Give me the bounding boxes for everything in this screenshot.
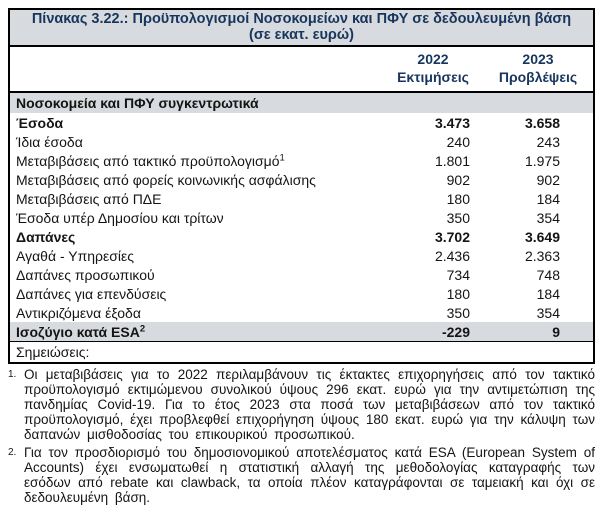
table-row (10, 284, 593, 303)
header-spacer (10, 50, 383, 86)
column-label-2022: Εκτιμήσεις (397, 69, 469, 85)
row-value-2023: 184 (536, 285, 560, 302)
table-row (10, 113, 593, 132)
row-label: Δαπάνες για επενδύσεις (16, 285, 167, 302)
budget-table (8, 8, 595, 364)
table-title-line2: (σε εκατ. ευρώ) (249, 27, 354, 43)
column-header-2023 (483, 50, 593, 86)
row-value-2022: -229 (441, 323, 470, 340)
row-value-2023: 3.658 (524, 114, 560, 131)
row-label: Δαπάνες προσωπικού (16, 266, 155, 283)
column-year-2023: 2023 (522, 51, 554, 67)
table-row (10, 246, 593, 265)
column-header-row (10, 47, 593, 93)
row-label: Ίδια έσοδα (16, 133, 83, 150)
row-label: Μεταβιβάσεις από ΠΔΕ (16, 190, 162, 207)
footnote-marker: 1. (8, 369, 17, 380)
table-row (10, 151, 593, 170)
row-value-2022: 2.436 (434, 247, 470, 264)
row-value-2022: 1.801 (434, 152, 470, 169)
column-header-2022 (383, 50, 483, 86)
row-value-2023: 3.649 (524, 228, 560, 245)
footnote-text: Οι μεταβιβάσεις για το 2022 περιλαμβάνουν τις έκτακτες επιχορηγήσεις από τον τακτικό προϋπολογισμό εκτιμώμενου συνολικού ύψους 296 εκατ. ευρώ για την αντιμετώπιση της πανδημίας Covid-19. Για το έτος 2023 στα ποσά των μεταβιβάσεων από τον τακτικό προϋπολογισμό, έχει προβλεφθεί επιχορήγηση ύψους 180 εκατ. ευρώ για την κάλυψη των δαπανών μισθοδοσίας του επικουρικού προσωπικού. (24, 367, 595, 442)
footnote-item (8, 445, 595, 505)
row-value-2022: 350 (446, 304, 470, 321)
footnotes (8, 364, 595, 505)
row-label: Νοσοκομεία και ΠΦΥ συγκεντρωτικά (16, 95, 259, 111)
row-label: Αγαθά - Υπηρεσίες (16, 247, 134, 264)
row-value-2023: 2.363 (524, 247, 560, 264)
notes-header-label: Σημειώσεις: (16, 344, 90, 360)
row-value-2022: 350 (446, 209, 470, 226)
row-value-2023: 9 (552, 323, 560, 340)
row-value-2023: 243 (536, 133, 560, 150)
row-label: Έσοδα (16, 114, 64, 131)
column-year-2022: 2022 (417, 51, 449, 67)
row-value-2022: 3.473 (434, 114, 470, 131)
table-title (10, 10, 593, 47)
table-rows (10, 93, 593, 342)
row-value-2023: 902 (536, 171, 560, 188)
row-label: Μεταβιβάσεις από τακτικό προϋπολογισμό$^1$ (16, 151, 285, 169)
row-label: Μεταβιβάσεις από φορείς κοινωνικής ασφάλισης (16, 171, 316, 188)
row-value-2022: 240 (446, 133, 470, 150)
table-row (10, 303, 593, 322)
row-value-2022: 180 (446, 190, 470, 207)
row-value-2022: 3.702 (434, 228, 470, 245)
table-row (10, 322, 593, 342)
row-value-2023: 354 (536, 304, 560, 321)
table-row (10, 265, 593, 284)
table-row (10, 93, 593, 113)
notes-header-row (10, 342, 593, 362)
row-label: Δαπάνες (16, 228, 76, 245)
table-row (10, 227, 593, 246)
row-label: Έσοδα υπέρ Δημοσίου και τρίτων (16, 209, 224, 226)
table-row (10, 189, 593, 208)
footnote-marker: 2. (8, 447, 17, 458)
row-value-2023: 354 (536, 209, 560, 226)
table-row (10, 132, 593, 151)
row-value-2022: 180 (446, 285, 470, 302)
row-value-2022: 734 (446, 266, 470, 283)
row-value-2023: 748 (536, 266, 560, 283)
footnote-item (8, 367, 595, 442)
row-value-2022: 902 (446, 171, 470, 188)
row-label: Ισοζύγιο κατά ESA$^2$ (16, 322, 146, 340)
table-row (10, 208, 593, 227)
row-value-2023: 1.975 (524, 152, 560, 169)
column-label-2023: Προβλέψεις (498, 69, 578, 85)
footnote-text: Για τον προσδιορισμό του δημοσιονομικού αποτελέσματος κατά ESA (European System of Accounts) έχει ενσωματωθεί η στατιστική αλλαγή της μεθοδολογίας καταγραφής των εσόδων από rebate και clawback, τα οποία πλέον καταγράφονται σε ταμειακή και όχι σε δεδουλευμένη βάση. (24, 445, 595, 505)
table-row (10, 170, 593, 189)
row-label: Αντικριζόμενα έξοδα (16, 304, 141, 321)
row-value-2023: 184 (536, 190, 560, 207)
table-title-line1: Πίνακας 3.22.: Προϋπολογισμοί Νοσοκομείων και ΠΦΥ σε δεδουλευμένη βάση (31, 11, 572, 27)
